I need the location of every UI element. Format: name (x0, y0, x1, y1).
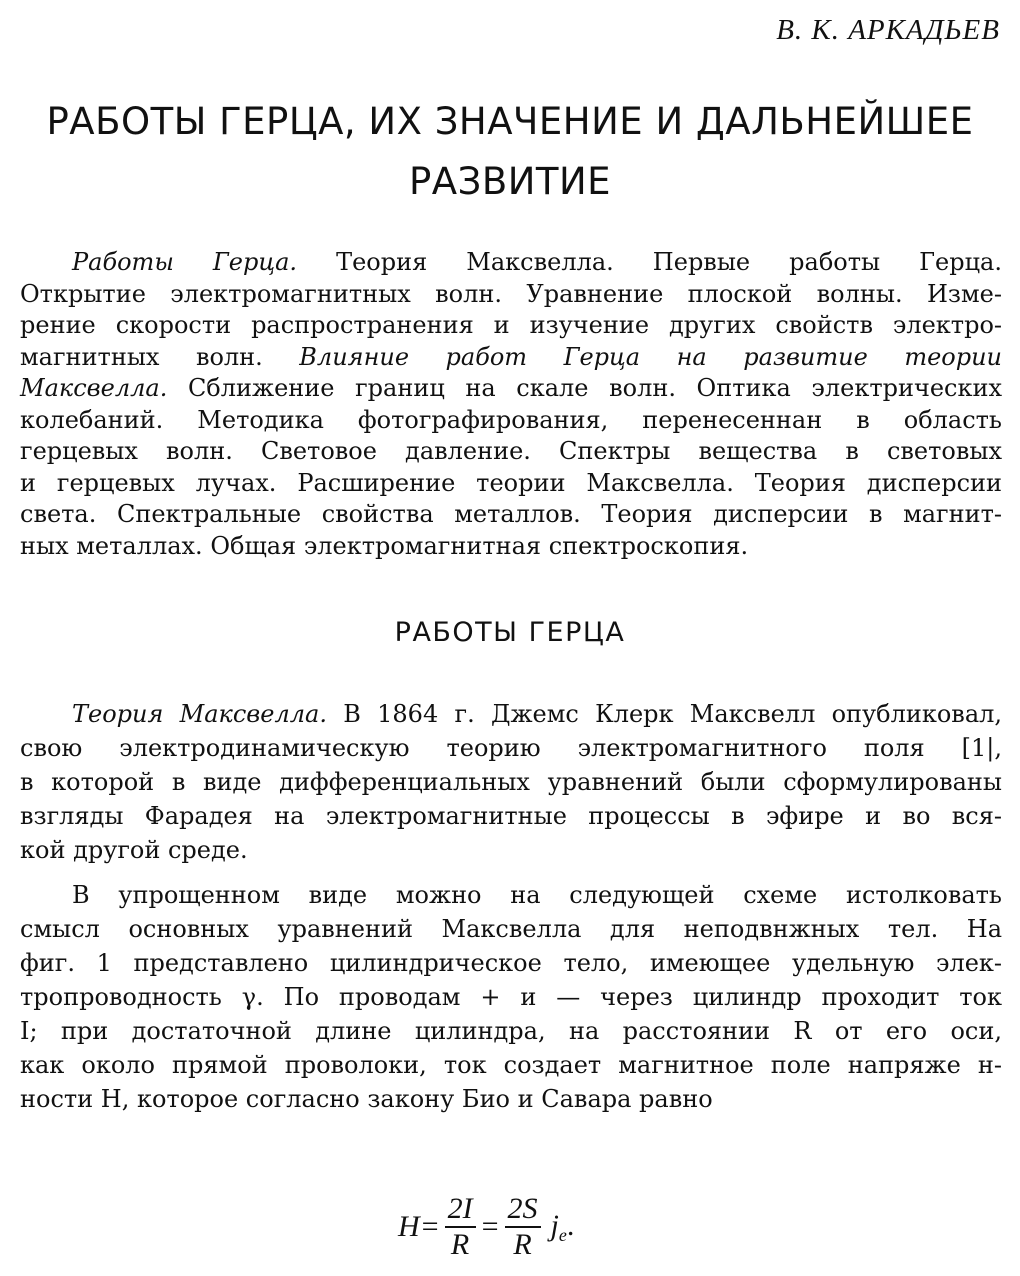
paragraph-line: фиг. 1 представлено цилиндрическое тело, имеющее удельную элек- (20, 949, 1002, 977)
paragraph-heading-italic: Теория Максвелла. (72, 700, 327, 728)
abstract-line: Открытие электромагнитных волн. Уравнение плоской волны. Изме- (20, 279, 1002, 308)
paragraph-line: В упрощенном виде можно на следующей схеме истолковать (72, 881, 1002, 909)
fraction-denominator: R (513, 1228, 532, 1261)
abstract (20, 247, 1002, 562)
formula-fraction-1 (445, 1192, 476, 1262)
paragraph-line: кой другой среде. (20, 836, 248, 864)
paragraph-line: как около прямой проволоки, ток создает магнитное поле напряже н- (20, 1051, 1002, 1079)
paragraph-line: I; при достаточной длине цилиндра, на расстоянии R от его оси, (20, 1017, 1002, 1045)
title-line-1: РАБОТЫ ГЕРЦА, ИХ ЗНАЧЕНИЕ И ДАЛЬНЕЙШЕЕ (46, 100, 974, 143)
biot-savart-formula (398, 1192, 574, 1262)
article-title (10, 92, 1010, 212)
title-line-2: РАЗВИТИЕ (408, 160, 612, 203)
abstract-line: и герцевых лучах. Расширение теории Максвелла. Теория дисперсии (20, 468, 1002, 497)
abstract-line: колебаний. Методика фотографирования, перенесеннан в область (20, 405, 1002, 434)
fraction-numerator: 2I (445, 1192, 476, 1228)
paragraph-2 (20, 878, 1002, 1116)
abstract-line: герцевых волн. Световое давление. Спектры вещества в световых (20, 437, 1002, 465)
fraction-numerator: 2S (505, 1192, 541, 1228)
abstract-line: Работы Герца. Теория Максвелла. Первые работы Герца. (72, 248, 1002, 276)
formula-lhs: H (398, 1210, 420, 1243)
author-name: В. К. АРКАДЬЕВ (776, 14, 1000, 46)
paragraph-line: свою электродинамическую теорию электромагнитного поля [1|, (20, 734, 1002, 762)
fraction-denominator: R (450, 1228, 470, 1261)
paragraph-line: в которой в виде дифференциальных уравнений были сформулированы (20, 768, 1002, 796)
section-heading: РАБОТЫ ГЕРЦА (394, 617, 626, 648)
abstract-line: Максвелла. Сближение границ на скале волн. Оптика электрических (20, 374, 1002, 402)
paragraph-line: взгляды Фарадея на электромагнитные процессы в эфире и во вся- (20, 802, 1002, 830)
formula-current-density: $j_e$. (550, 1208, 575, 1245)
paragraph-line: Теория Максвелла. В 1864 г. Джемс Клерк Максвелл опубликовал, (72, 700, 1002, 728)
paragraph-line: тропроводность γ. По проводам + и — через цилиндр проходит ток (20, 983, 1002, 1011)
abstract-line: рение скорости распространения и изучение других свойств электро- (20, 311, 1002, 339)
formula-equals: = (421, 1210, 439, 1243)
abstract-line: ных металлах. Общая электромагнитная спектроскопия. (20, 531, 749, 560)
formula-equals: = (481, 1210, 499, 1243)
paragraph-1 (20, 697, 1002, 867)
formula-fraction-2 (505, 1192, 541, 1262)
formula-subscript: e (558, 1224, 567, 1245)
abstract-line: магнитных волн. Влияние работ Герца на развитие теории (20, 342, 1002, 371)
paragraph-line: смысл основных уравнений Максвелла для неподвнжных тел. На (20, 915, 1002, 943)
abstract-heading-italic: Работы Герца. (72, 248, 298, 276)
paragraph-line: ности H, которое согласно закону Био и Савара равно (20, 1085, 713, 1113)
abstract-subheading-italic: Влияние работ Герца на развитие теории (299, 342, 1002, 371)
abstract-line: света. Спектральные свойства металлов. Теория дисперсии в магнит- (20, 500, 1002, 528)
